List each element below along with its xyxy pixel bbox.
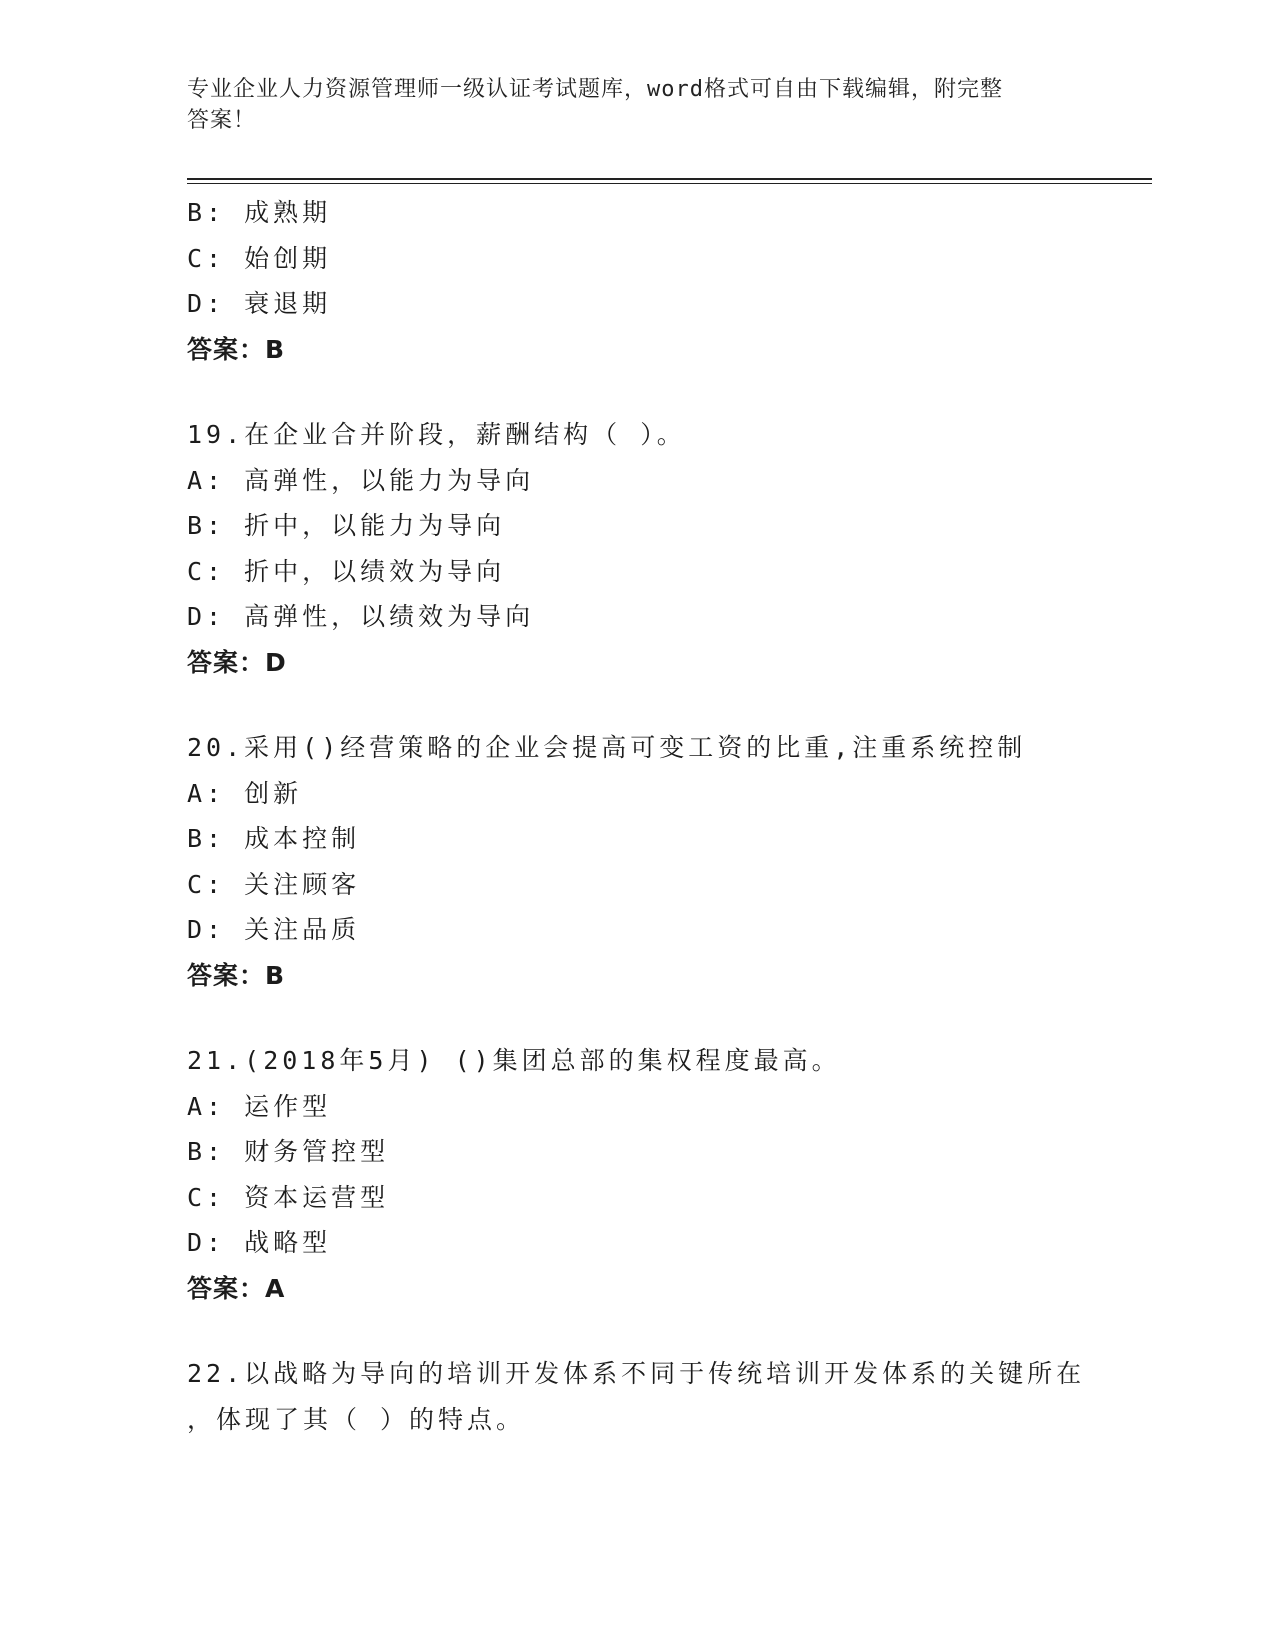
option-b: B: 成熟期 (187, 198, 332, 227)
answer: 答案：B (187, 334, 286, 364)
header-rule-thick (187, 178, 1152, 180)
option-d: D: 关注品质 (187, 915, 361, 944)
option-c: C: 始创期 (187, 243, 332, 273)
header-rule-thin (187, 183, 1152, 184)
question-text-line-2: ，体现了其（ ）的特点。 (187, 1404, 526, 1434)
option-b: B: 成本控制 (187, 824, 361, 853)
option-c: C: 关注顾客 (187, 869, 361, 899)
option-d: D: 战略型 (187, 1228, 332, 1257)
option-c: C: 资本运营型 (187, 1182, 390, 1212)
question-20 (187, 725, 1147, 998)
question-18 (187, 190, 1147, 372)
document-header (187, 74, 1087, 136)
question-22 (187, 1351, 1147, 1442)
option-b: B: 财务管控型 (187, 1137, 390, 1166)
header-line-2: 答案！ (187, 108, 257, 133)
question-21 (187, 1038, 1147, 1311)
question-text-line-1: 22.以战略为导向的培训开发体系不同于传统培训开发体系的关键所在 (187, 1359, 1086, 1388)
option-d: D: 衰退期 (187, 289, 332, 318)
option-a: A: 高弹性，以能力为导向 (187, 465, 535, 495)
header-line-1: 专业企业人力资源管理师一级认证考试题库，word格式可自由下载编辑，附完整 (187, 77, 1003, 102)
question-19 (187, 412, 1147, 685)
option-c: C: 折中，以绩效为导向 (187, 556, 506, 586)
answer: 答案：B (187, 960, 286, 990)
option-b: B: 折中，以能力为导向 (187, 511, 506, 540)
question-text: 20.采用()经营策略的企业会提高可变工资的比重,注重系统控制 (187, 733, 1027, 762)
question-text: 19.在企业合并阶段，薪酬结构（ ）。 (187, 420, 686, 449)
answer: 答案：A (187, 1273, 286, 1303)
answer: 答案：D (187, 647, 287, 677)
option-d: D: 高弹性，以绩效为导向 (187, 602, 535, 631)
option-a: A: 运作型 (187, 1091, 332, 1121)
question-list (187, 190, 1147, 1442)
option-a: A: 创新 (187, 778, 303, 808)
question-text: 21.(2018年5月) ()集团总部的集权程度最高。 (187, 1046, 841, 1075)
